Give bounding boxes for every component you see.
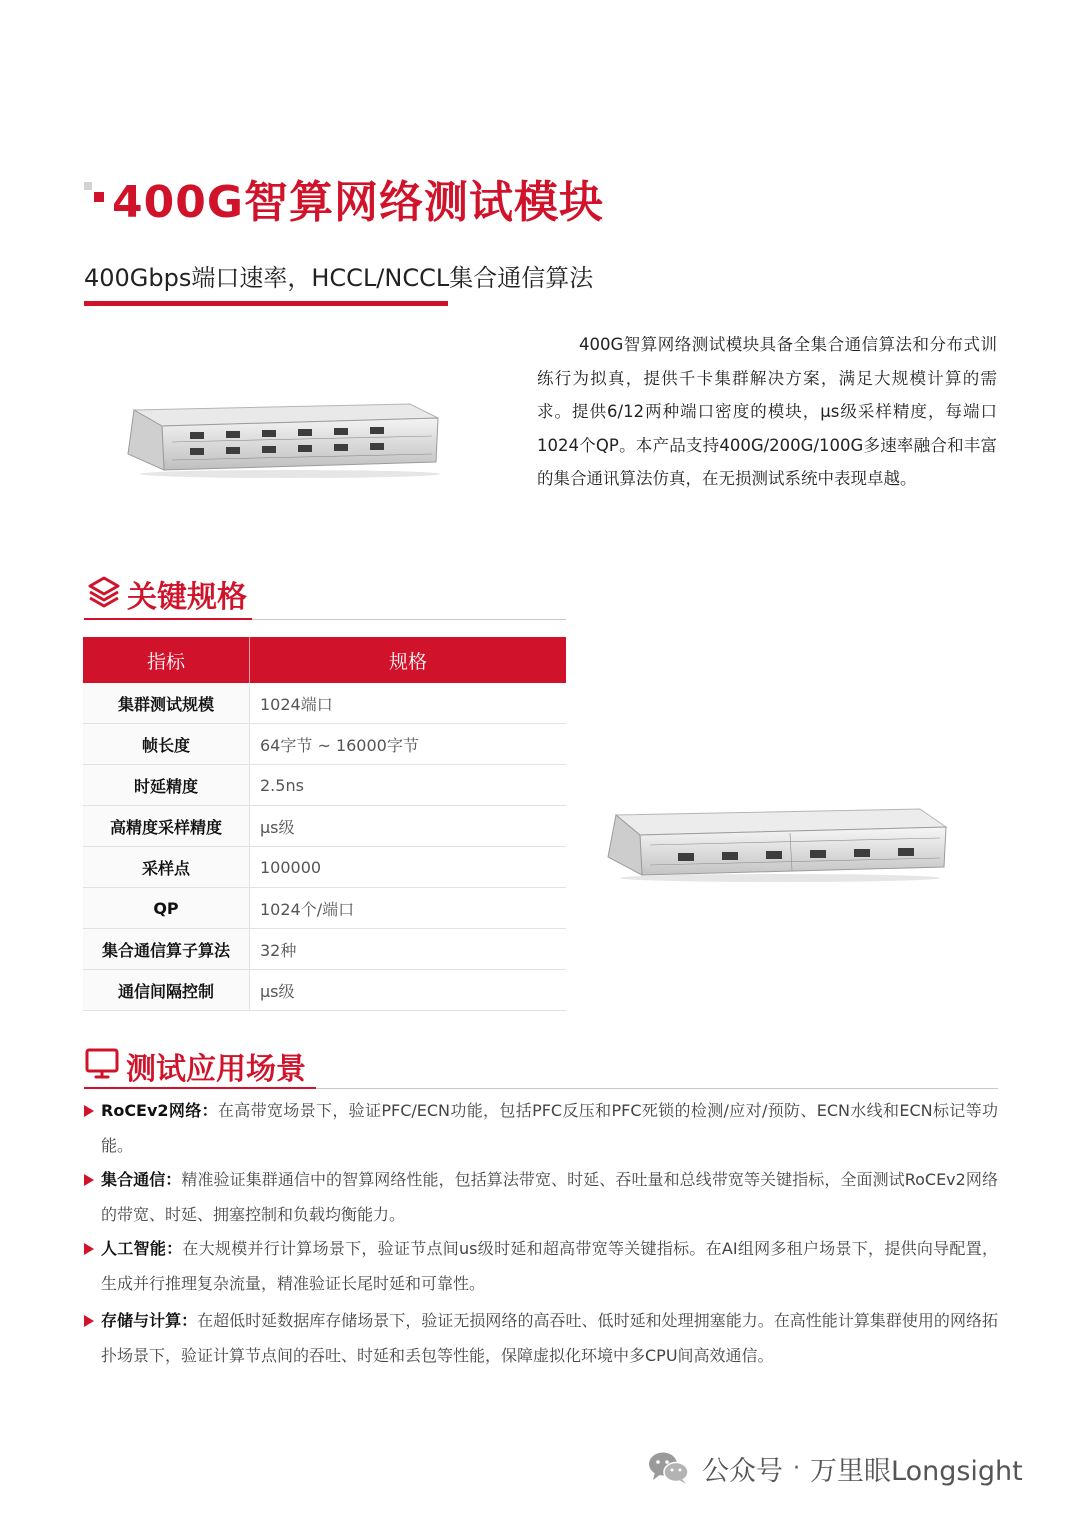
list-item [84,1093,998,1163]
row-value: 64字节 ~ 16000字节 [250,724,567,765]
table-row [83,888,566,929]
spec-table [83,637,566,1011]
subtitle-accent-bar [84,301,448,306]
list-item [84,1162,998,1232]
row-key: 通信间隔控制 [83,970,250,1011]
specs-heading: 关键规格 [127,580,247,615]
specs-accent-bar [84,618,252,620]
item-label: 人工智能： [101,1239,183,1258]
bullet-arrow-icon [84,1174,94,1186]
product-image-6-port-module [600,805,948,883]
row-value: μs级 [250,970,567,1011]
item-label: 存储与计算： [101,1311,198,1330]
title-bullet-icon [84,182,104,206]
table-row [83,683,566,724]
row-value: 1024个/端口 [250,888,567,929]
page-subtitle: 400Gbps端口速率，HCCL/NCCL集合通信算法 [84,264,594,292]
item-text: 在高带宽场景下，验证PFC/ECN功能，包括PFC反压和PFC死锁的检测/应对/预防、ECN水线和ECN标记等功能。 [101,1101,998,1155]
table-row [83,806,566,847]
item-label: 集合通信： [101,1170,182,1189]
table-row [83,847,566,888]
item-label: RoCEv2网络： [101,1101,218,1120]
row-key: 集群测试规模 [83,683,250,724]
watermark-separator: · [793,1455,800,1481]
monitor-icon [84,1046,120,1082]
row-value: 1024端口 [250,683,567,724]
table-row [83,765,566,806]
table-row [83,970,566,1011]
row-key: 采样点 [83,847,250,888]
row-value: μs级 [250,806,567,847]
row-key: 高精度采样精度 [83,806,250,847]
scenarios-accent-bar [84,1087,316,1089]
wechat-icon [648,1450,690,1486]
row-key: QP [83,888,250,929]
item-text: 精准验证集群通信中的智算网络性能，包括算法带宽、时延、吞吐量和总线带宽等关键指标，全面测试RoCEv2网络的带宽、时延、拥塞控制和负载均衡能力。 [101,1170,998,1224]
watermark [648,1448,1023,1488]
bullet-arrow-icon [84,1105,94,1117]
table-row [83,929,566,970]
list-item [84,1303,998,1373]
item-text: 在大规模并行计算场景下，验证节点间us级时延和超高带宽等关键指标。在AI组网多租户场景下，提供向导配置，生成并行推理复杂流量，精准验证长尾时延和可靠性。 [101,1239,998,1293]
row-value: 32种 [250,929,567,970]
col-header-metric: 指标 [83,637,250,683]
product-image-12-port-module [120,398,440,480]
scenarios-heading: 测试应用场景 [126,1052,306,1087]
row-key: 帧长度 [83,724,250,765]
bullet-arrow-icon [84,1315,94,1327]
watermark-channel: 公众号 [702,1455,783,1487]
row-value: 2.5ns [250,765,567,806]
page-title: 400G智算网络测试模块 [112,177,604,228]
row-key: 集合通信算子算法 [83,929,250,970]
intro-paragraph: 400G智算网络测试模块具备全集合通信算法和分布式训练行为拟真，提供千卡集群解决方案，满足大规模计算的需求。提供6/12两种端口密度的模块，μs级采样精度，每端口1024个QP。本产品支持400G/200G/100G多速率融合和丰富的集合通讯算法仿真，在无损测试系统中表现卓越。 [537,335,997,488]
row-value: 100000 [250,847,567,888]
table-row [83,724,566,765]
list-item [84,1231,998,1301]
bullet-arrow-icon [84,1243,94,1255]
row-key: 时延精度 [83,765,250,806]
item-text: 在超低时延数据库存储场景下，验证无损网络的高吞吐、低时延和处理拥塞能力。在高性能计算集群使用的网络拓扑场景下，验证计算节点间的吞吐、时延和丢包等性能，保障虚拟化环境中多CPU间高效通信。 [101,1311,998,1365]
col-header-spec: 规格 [250,637,567,683]
layers-icon [86,574,122,610]
watermark-brand: 万里眼Longsight [810,1455,1023,1487]
